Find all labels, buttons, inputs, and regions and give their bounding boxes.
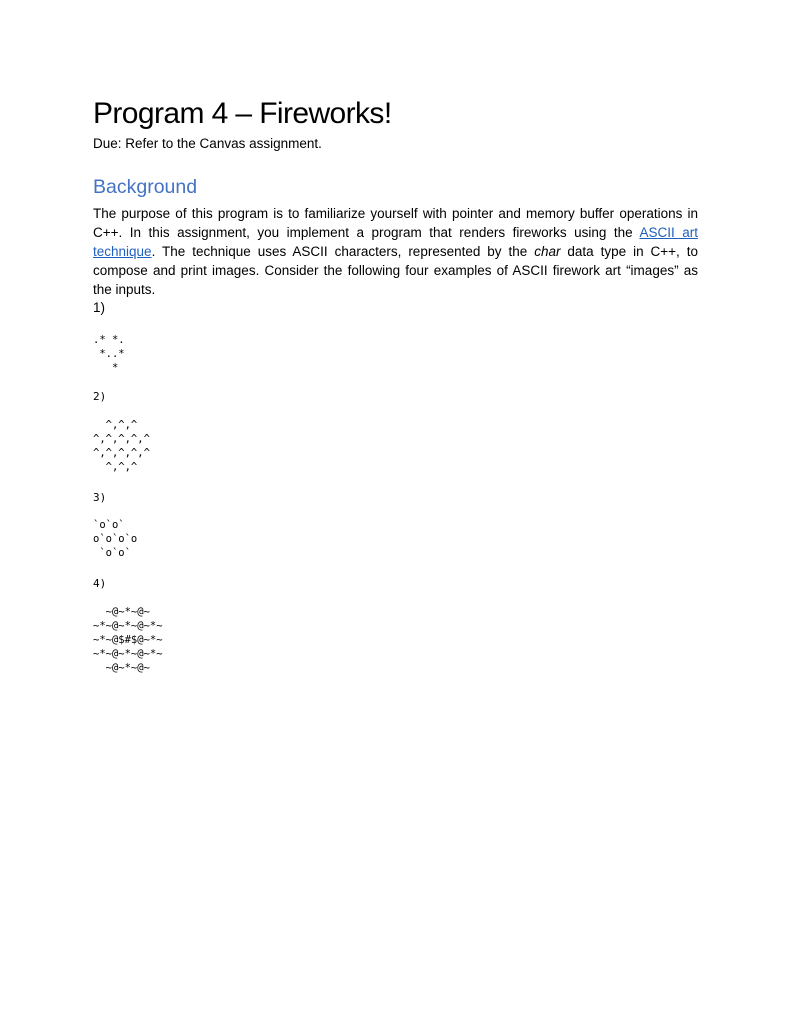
due-date-line: Due: Refer to the Canvas assignment.: [93, 136, 322, 151]
paragraph-text-part3: data type in C++, to compose and print images. Consider the following four examples of ASCII firework art “images” as the inputs.: [93, 244, 698, 297]
paragraph-text-part2: . The technique uses ASCII characters, represented by the: [151, 244, 535, 259]
example-2-ascii-art: ^,^,^ ^,^,^,^,^ ^,^,^,^,^ ^,^,^: [93, 419, 150, 473]
section-heading-background: Background: [93, 176, 198, 198]
example-4-ascii-art: ~@~*~@~ ~*~@~*~@~*~ ~*~@$#$@~*~ ~*~@~*~@~*~ ~@~*~@~: [93, 606, 163, 674]
example-1-label: 1): [93, 300, 106, 315]
example-3-ascii-art: `o`o` o`o`o`o `o`o`: [93, 519, 138, 559]
background-paragraph: [93, 204, 698, 299]
example-1-ascii-art: .* *. *..* *: [93, 334, 125, 374]
paragraph-text-part1: The purpose of this program is to familiarize yourself with pointer and memory buffer operations in C++. In this assignment, you implement a program that renders fireworks using the: [93, 206, 698, 240]
example-4-label: 4): [93, 577, 107, 590]
ascii-art-technique-link[interactable]: ASCII art technique: [93, 225, 699, 259]
document-title: Program 4 – Fireworks!: [93, 97, 392, 130]
char-emphasis: char: [534, 244, 561, 259]
example-2-label: 2): [93, 390, 107, 403]
example-3-label: 3): [93, 491, 107, 504]
